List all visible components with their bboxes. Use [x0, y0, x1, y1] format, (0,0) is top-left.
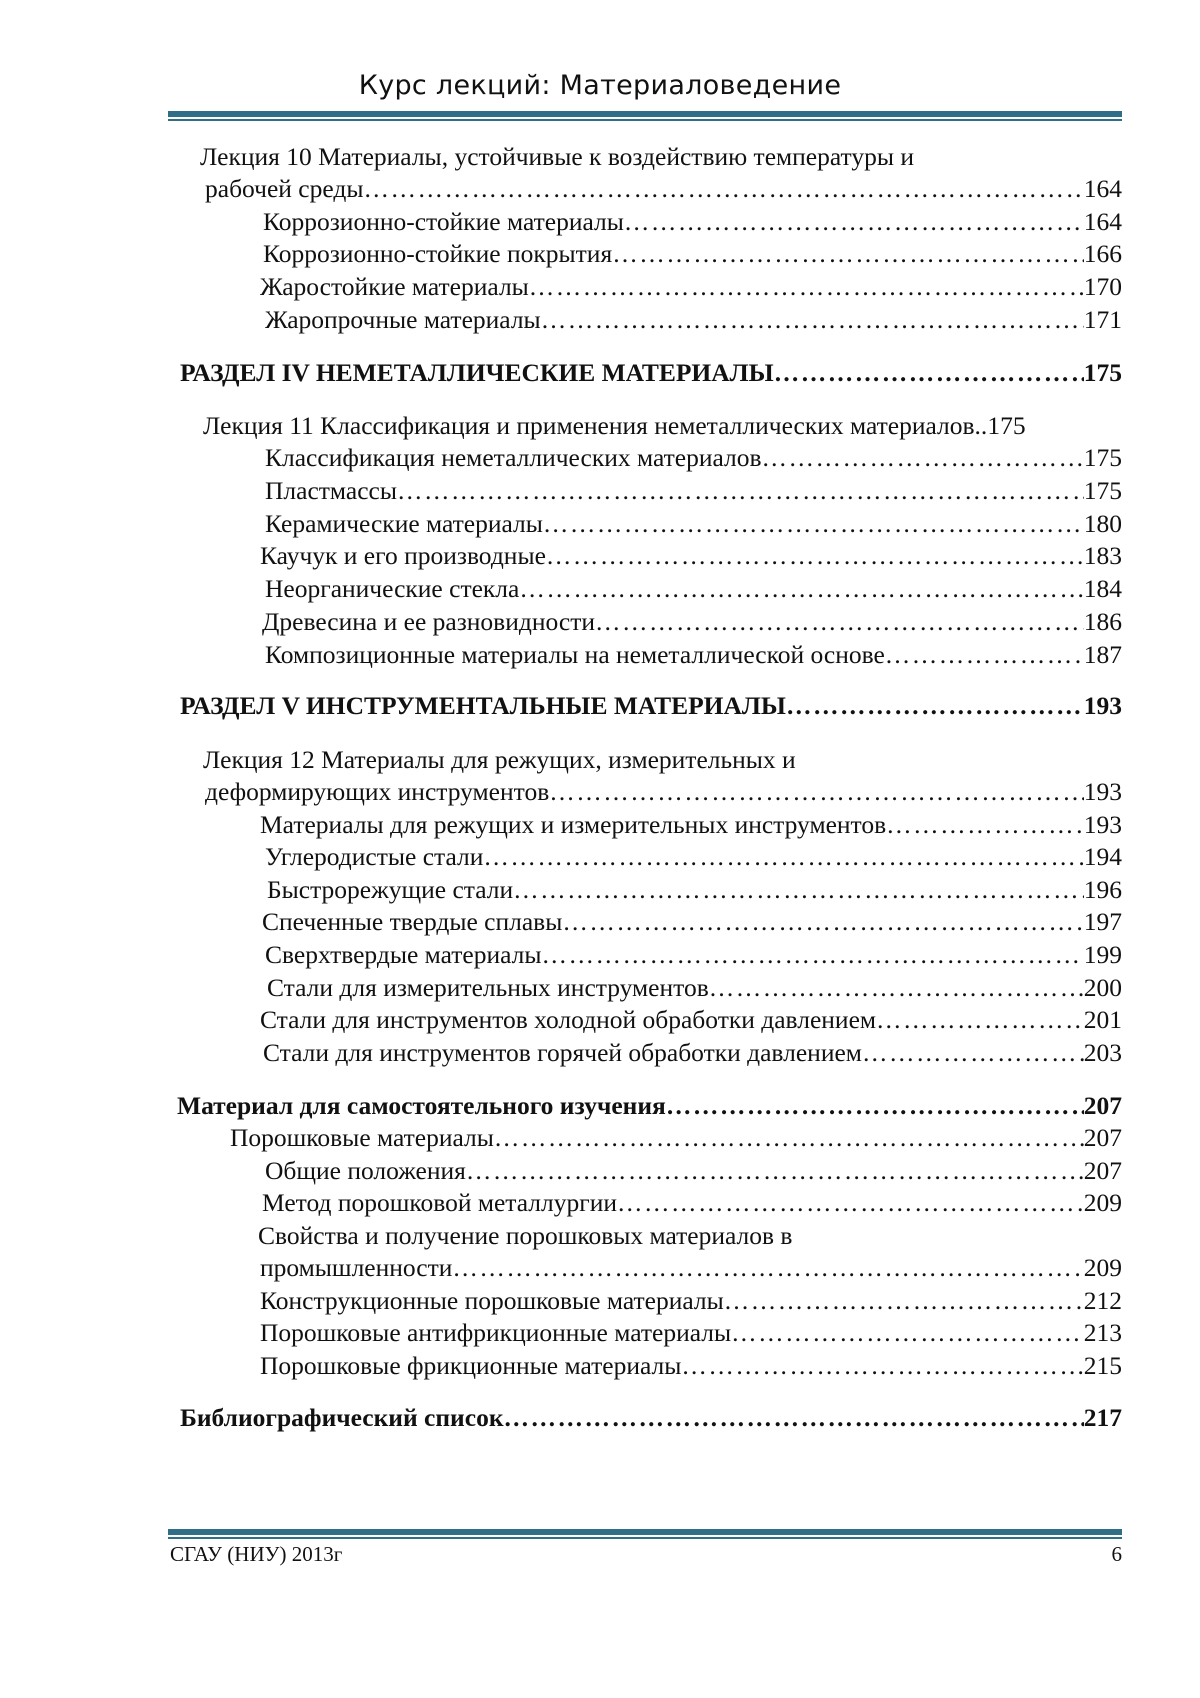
page-number: 164: [1083, 207, 1122, 236]
footer-page-number: 6: [1111, 1542, 1122, 1566]
page-number: 200: [1083, 973, 1122, 1002]
dot-leader: [397, 476, 1084, 506]
toc-entry-lecture-12[interactable]: Лекция 12 Материалы для режущих, измерительных и: [203, 745, 796, 774]
page-number: 209: [1083, 1188, 1122, 1217]
dot-leader: [862, 1038, 1084, 1068]
toc-entry[interactable]: Порошковые фрикционные материалы ………………………………………………………………………………………………………………………………………………………………… 215: [260, 1351, 1122, 1381]
toc-entry[interactable]: Жаростойкие материалы ………………………………………………………………………………………………………………………………………………………………… 170: [260, 272, 1122, 302]
page-number: 175: [1083, 358, 1122, 387]
dot-leader: [612, 239, 1084, 269]
toc-entry[interactable]: Углеродистые стали ………………………………………………………………………………………………………………………………………………………………… 194: [265, 842, 1122, 872]
footer-institution: СГАУ (НИУ) 2013г: [170, 1542, 343, 1566]
toc-entry[interactable]: Коррозионно-стойкие покрытия ………………………………………………………………………………………………………………………………………………………………… 166: [263, 239, 1122, 269]
page-number: 166: [1083, 239, 1122, 268]
dot-leader: [542, 940, 1084, 970]
toc-entry-lecture-10-cont[interactable]: рабочей среды ………………………………………………………………………………………………………………………………………………………………… 164: [205, 174, 1122, 204]
toc-entry[interactable]: Порошковые антифрикционные материалы ………………………………………………………………………………………………………………………………………………………………… 213: [260, 1318, 1122, 1348]
dot-leader: [886, 810, 1084, 840]
page-number: 207: [1083, 1156, 1122, 1185]
dot-leader: [876, 1005, 1084, 1035]
dot-leader: [452, 1253, 1083, 1283]
page-number: 196: [1083, 875, 1122, 904]
page-number: 217: [1083, 1403, 1122, 1432]
toc-entry-lecture-10[interactable]: Лекция 10 Материалы, устойчивые к воздействию температуры и: [200, 142, 914, 171]
page-number: 186: [1083, 607, 1122, 636]
toc-entry[interactable]: Древесина и ее разновидности ………………………………………………………………………………………………………………………………………………………………… 186: [262, 607, 1122, 637]
dot-leader: [617, 1188, 1084, 1218]
page-number: 213: [1083, 1318, 1122, 1347]
page-number: 180: [1083, 509, 1122, 538]
toc-section-iv[interactable]: РАЗДЕЛ IV НЕМЕТАЛЛИЧЕСКИЕ МАТЕРИАЛЫ ………………………………………………………………………………………………………………………………………………………………… 175: [180, 358, 1122, 388]
page-number: 193: [1083, 810, 1122, 839]
toc-self-study[interactable]: Материал для самостоятельного изучения ………………………………………………………………………………………………………………………………………………………………… 207: [177, 1091, 1122, 1121]
toc-entry-lecture-12-cont[interactable]: деформирующих инструментов ………………………………………………………………………………………………………………………………………………………………… 193: [205, 777, 1122, 807]
page-number: 170: [1083, 272, 1122, 301]
dot-leader: [513, 875, 1084, 905]
page-number: 175: [987, 411, 1026, 440]
dot-leader: [731, 1318, 1084, 1348]
page-number: 215: [1083, 1351, 1122, 1380]
page-number: 175: [1083, 443, 1122, 472]
page-number: 171: [1083, 305, 1122, 334]
page-number: 197: [1083, 907, 1122, 936]
dot-leader: [786, 691, 1084, 721]
toc-entry[interactable]: Сверхтвердые материалы ………………………………………………………………………………………………………………………………………………………………… 199: [265, 940, 1122, 970]
page-number: 203: [1083, 1038, 1122, 1067]
dot-leader: [549, 777, 1084, 807]
dot-leader: [624, 207, 1084, 237]
toc-entry[interactable]: Жаропрочные материалы ………………………………………………………………………………………………………………………………………………………………… 171: [265, 305, 1122, 335]
toc-entry[interactable]: Неорганические стекла ………………………………………………………………………………………………………………………………………………………………… 184: [265, 574, 1122, 604]
page-number: 164: [1083, 174, 1122, 203]
toc-entry[interactable]: Стали для измерительных инструментов ………………………………………………………………………………………………………………………………………………………………… 200: [267, 973, 1122, 1003]
dot-leader: [681, 1351, 1083, 1381]
dot-leader: [363, 174, 1083, 204]
page-number: 183: [1083, 541, 1122, 570]
dot-leader: [494, 1123, 1084, 1153]
toc-entry[interactable]: Композиционные материалы на неметаллической основе ………………………………………………………………………………………………………………………………………………………………… 187: [265, 640, 1122, 670]
dot-leader: [562, 907, 1083, 937]
page-number: 201: [1083, 1005, 1122, 1034]
page-number: 212: [1083, 1286, 1122, 1315]
page-number: 193: [1083, 777, 1122, 806]
toc-entry[interactable]: Коррозионно-стойкие материалы ………………………………………………………………………………………………………………………………………………………………… 164: [263, 207, 1122, 237]
dot-leader: [709, 973, 1084, 1003]
toc-entry[interactable]: Классификация неметаллических материалов ………………………………………………………………………………………………………………………………………………………………… 175: [265, 443, 1122, 473]
dot-leader: [885, 640, 1084, 670]
toc-entry[interactable]: Каучук и его производные ………………………………………………………………………………………………………………………………………………………………… 183: [260, 541, 1122, 571]
page-number: 193: [1083, 691, 1122, 720]
toc-entry[interactable]: Стали для инструментов горячей обработки давлением ………………………………………………………………………………………………………………………………………………………………… 203: [263, 1038, 1122, 1068]
toc-entry-properties-cont[interactable]: промышленности ………………………………………………………………………………………………………………………………………………………………… 209: [260, 1253, 1122, 1283]
page-number: 207: [1083, 1123, 1122, 1152]
page-number: 209: [1083, 1253, 1122, 1282]
course-title: Курс лекций: Материаловедение: [358, 70, 842, 101]
page-number: 184: [1083, 574, 1122, 603]
dot-leader: [541, 305, 1084, 335]
toc-entry[interactable]: Стали для инструментов холодной обработки давлением ………………………………………………………………………………………………………………………………………………………………… 201: [260, 1005, 1122, 1035]
toc-entry[interactable]: Метод порошковой металлургии ………………………………………………………………………………………………………………………………………………………………… 209: [262, 1188, 1122, 1218]
footer-rule: [168, 1529, 1122, 1539]
toc-entry[interactable]: Общие положения ………………………………………………………………………………………………………………………………………………………………… 207: [265, 1156, 1122, 1186]
page-number: 175: [1083, 476, 1122, 505]
toc-entry[interactable]: Конструкционные порошковые материалы ………………………………………………………………………………………………………………………………………………………………… 212: [260, 1286, 1122, 1316]
toc-entry[interactable]: Порошковые материалы ………………………………………………………………………………………………………………………………………………………………… 207: [230, 1123, 1122, 1153]
page-number: 187: [1083, 640, 1122, 669]
toc-entry[interactable]: Быстрорежущие стали ………………………………………………………………………………………………………………………………………………………………… 196: [267, 875, 1122, 905]
page-number: 199: [1083, 940, 1122, 969]
toc-entry-lecture-11[interactable]: Лекция 11 Классификация и применения неметаллических материалов.. 175: [203, 411, 1026, 440]
dot-leader: [762, 443, 1084, 473]
dot-leader: [466, 1156, 1084, 1186]
toc-entry[interactable]: Материалы для режущих и измерительных инструментов ………………………………………………………………………………………………………………………………………………………………… 193: [260, 810, 1122, 840]
page-number: 207: [1083, 1091, 1122, 1120]
dot-leader: [529, 272, 1084, 302]
toc-entry-properties[interactable]: Свойства и получение порошковых материалов в: [258, 1221, 793, 1250]
dot-leader: [483, 842, 1083, 872]
toc-entry[interactable]: Керамические материалы ………………………………………………………………………………………………………………………………………………………………… 180: [265, 509, 1122, 539]
toc-entry[interactable]: Пластмассы ………………………………………………………………………………………………………………………………………………………………… 175: [265, 476, 1122, 506]
toc-bibliography[interactable]: Библиографический список ………………………………………………………………………………………………………………………………………………………………… 217: [180, 1403, 1122, 1433]
dot-leader: [724, 1286, 1084, 1316]
dot-leader: [595, 607, 1084, 637]
dot-leader: [546, 541, 1084, 571]
dot-leader: [504, 1403, 1084, 1433]
dot-leader: [774, 358, 1084, 388]
dot-leader: [543, 509, 1084, 539]
dot-leader: [519, 574, 1083, 604]
page-number: 194: [1083, 842, 1122, 871]
toc-section-v[interactable]: РАЗДЕЛ V ИНСТРУМЕНТАЛЬНЫЕ МАТЕРИАЛЫ ………………………………………………………………………………………………………………………………………………………………… 193: [180, 691, 1122, 721]
dot-leader: [666, 1091, 1084, 1121]
toc-entry[interactable]: Спеченные твердые сплавы ………………………………………………………………………………………………………………………………………………………………… 197: [262, 907, 1122, 937]
